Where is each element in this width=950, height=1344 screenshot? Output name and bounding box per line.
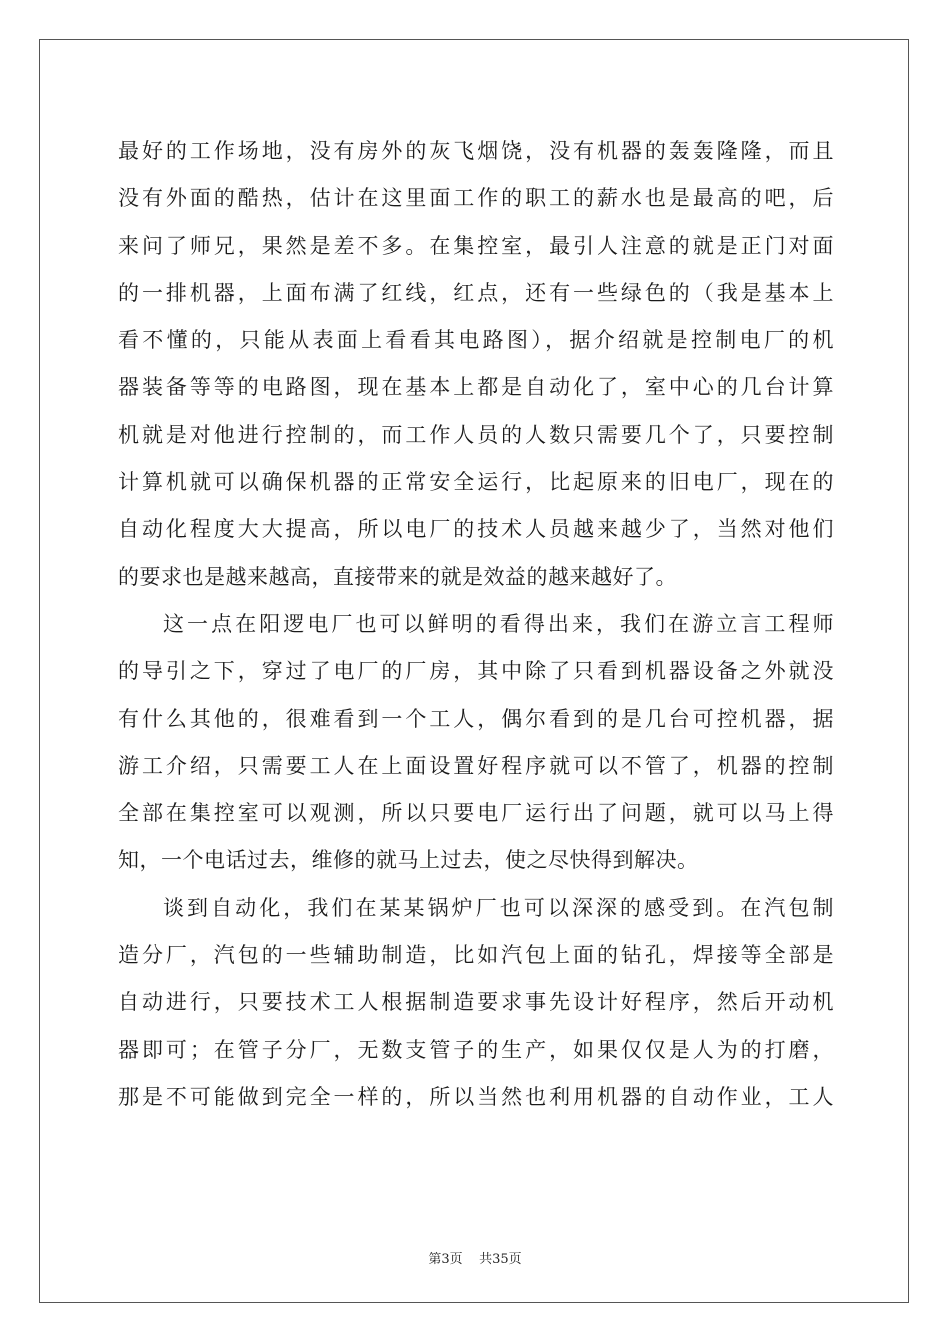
text-line: 看不懂的，只能从表面上看看其电路图），据介绍就是控制电厂的机 bbox=[118, 328, 834, 353]
text-line: 器装备等等的电路图，现在基本上都是自动化了，室中心的几台计算 bbox=[118, 375, 834, 400]
text-line: 的一排机器，上面布满了红线，红点，还有一些绿色的（我是基本上 bbox=[118, 280, 834, 305]
text-line: 器即可；在管子分厂，无数支管子的生产，如果仅仅是人为的打磨， bbox=[118, 1037, 834, 1062]
text-line: 知，一个电话过去，维修的就马上过去，使之尽快得到解决。 bbox=[118, 848, 699, 873]
text-line: 没有外面的酷热，估计在这里面工作的职工的薪水也是最高的吧，后 bbox=[118, 186, 834, 211]
text-line: 的导引之下，穿过了电厂的厂房，其中除了只看到机器设备之外就没 bbox=[118, 659, 834, 684]
text-line: 自动进行，只要技术工人根据制造要求事先设计好程序，然后开动机 bbox=[118, 990, 834, 1015]
text-line: 造分厂，汽包的一些辅助制造，比如汽包上面的钻孔，焊接等全部是 bbox=[118, 943, 834, 968]
text-line: 全部在集控室可以观测，所以只要电厂运行出了问题，就可以马上得 bbox=[118, 801, 834, 826]
body-text bbox=[118, 128, 834, 1121]
page-number: 第3页 bbox=[428, 1252, 463, 1267]
text-line: 那是不可能做到完全一样的，所以当然也利用机器的自动作业，工人 bbox=[118, 1084, 834, 1109]
text-line: 来问了师兄，果然是差不多。在集控室，最引人注意的就是正门对面 bbox=[118, 233, 834, 258]
text-line: 这一点在阳逻电厂也可以鲜明的看得出来，我们在游立言工程师 bbox=[163, 611, 834, 636]
text-line: 的要求也是越来越高，直接带来的就是效益的越来越好了。 bbox=[118, 564, 677, 589]
text-line: 机就是对他进行控制的，而工作人员的人数只需要几个了，只要控制 bbox=[118, 422, 834, 447]
text-line: 谈到自动化，我们在某某锅炉厂也可以深深的感受到。在汽包制 bbox=[163, 895, 834, 920]
page-footer bbox=[0, 1248, 950, 1267]
text-line: 最好的工作场地，没有房外的灰飞烟饶，没有机器的轰轰隆隆，而且 bbox=[118, 139, 834, 163]
text-line: 自动化程度大大提高，所以电厂的技术人员越来越少了，当然对他们 bbox=[118, 517, 834, 542]
text-line: 计算机就可以确保机器的正常安全运行，比起原来的旧电厂，现在的 bbox=[118, 470, 834, 495]
text-line: 有什么其他的，很难看到一个工人，偶尔看到的是几台可控机器，据 bbox=[118, 706, 834, 731]
page-total: 共35页 bbox=[479, 1252, 522, 1267]
text-line: 游工介绍，只需要工人在上面设置好程序就可以不管了，机器的控制 bbox=[118, 753, 834, 778]
